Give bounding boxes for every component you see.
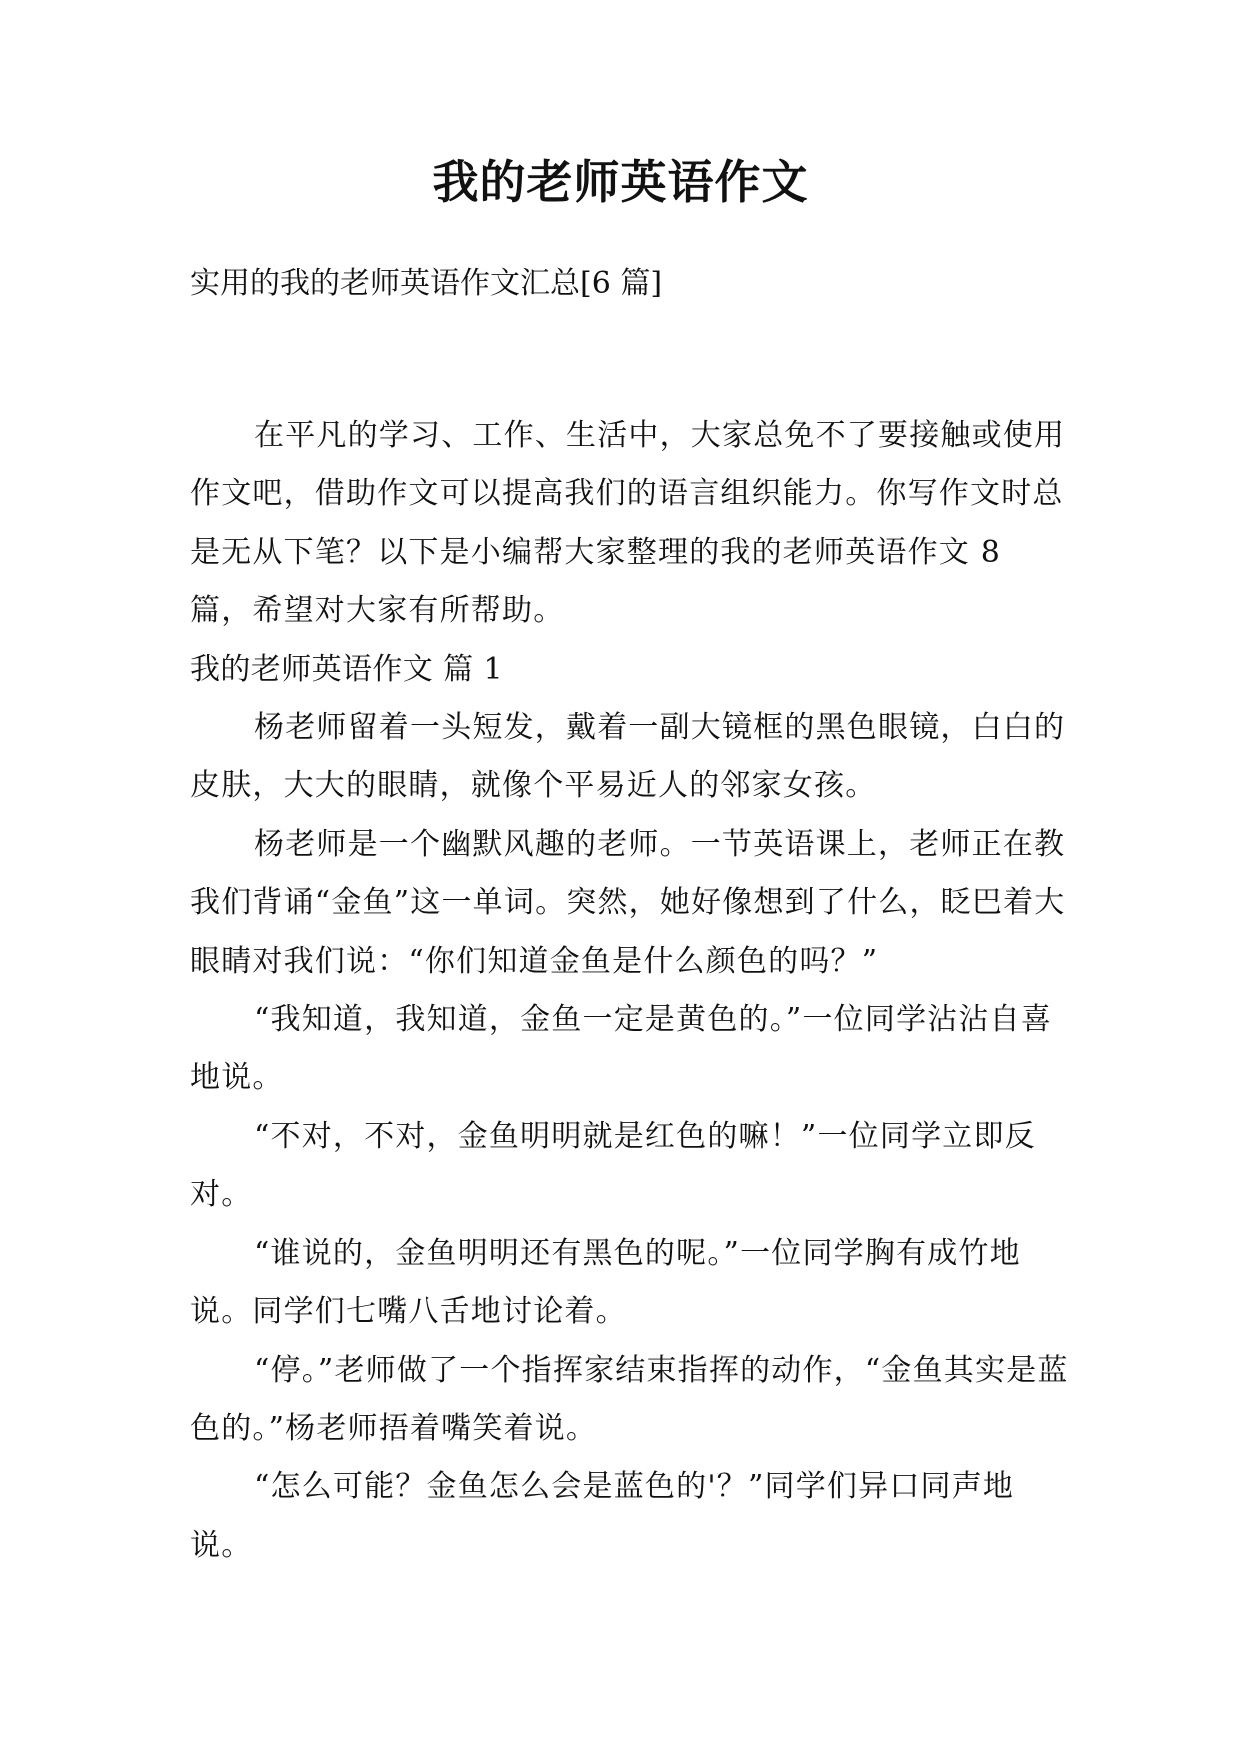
paragraph: “怎么可能？金鱼怎么会是蓝色的'？”同学们异口同声地说。 (190, 1469, 1015, 1563)
document-subtitle: 实用的我的老师英语作文汇总[6 篇] (190, 266, 663, 301)
document-body (190, 407, 1070, 1575)
intro-paragraph: 在平凡的学习、工作、生活中，大家总免不了要接触或使用作文吧，借助作文可以提高我们的语言组织能力。你写作文时总是无从下笔？以下是小编帮大家整理的我的老师英语作文 8 篇，希望对大家有所帮助。 (190, 418, 1066, 629)
paragraph: “谁说的，金鱼明明还有黑色的呢。”一位同学胸有成竹地说。同学们七嘴八舌地讨论着。 (190, 1235, 1021, 1330)
paragraph: 杨老师是一个幽默风趣的老师。一节英语课上，老师正在教我们背诵“金鱼”这一单词。突然，她好像想到了什么，眨巴着大眼睛对我们说：“你们知道金鱼是什么颜色的吗？” (190, 826, 1066, 979)
paragraph: “我知道，我知道，金鱼一定是黄色的。”一位同学沾沾自喜地说。 (190, 1002, 1053, 1096)
paragraph: “不对，不对，金鱼明明就是红色的嘛！”一位同学立即反对。 (190, 1118, 1036, 1213)
section-heading: 我的老师英语作文 篇 1 (190, 651, 503, 687)
paragraph: 杨老师留着一头短发，戴着一副大镜框的黑色眼镜，白白的皮肤，大大的眼睛，就像个平易近人的邻家女孩。 (190, 710, 1066, 804)
paragraph: “停。”老师做了一个指挥家结束指挥的动作，“金鱼其实是蓝色的。”杨老师捂着嘴笑着说。 (190, 1352, 1069, 1446)
document-title: 我的老师英语作文 (432, 155, 809, 209)
